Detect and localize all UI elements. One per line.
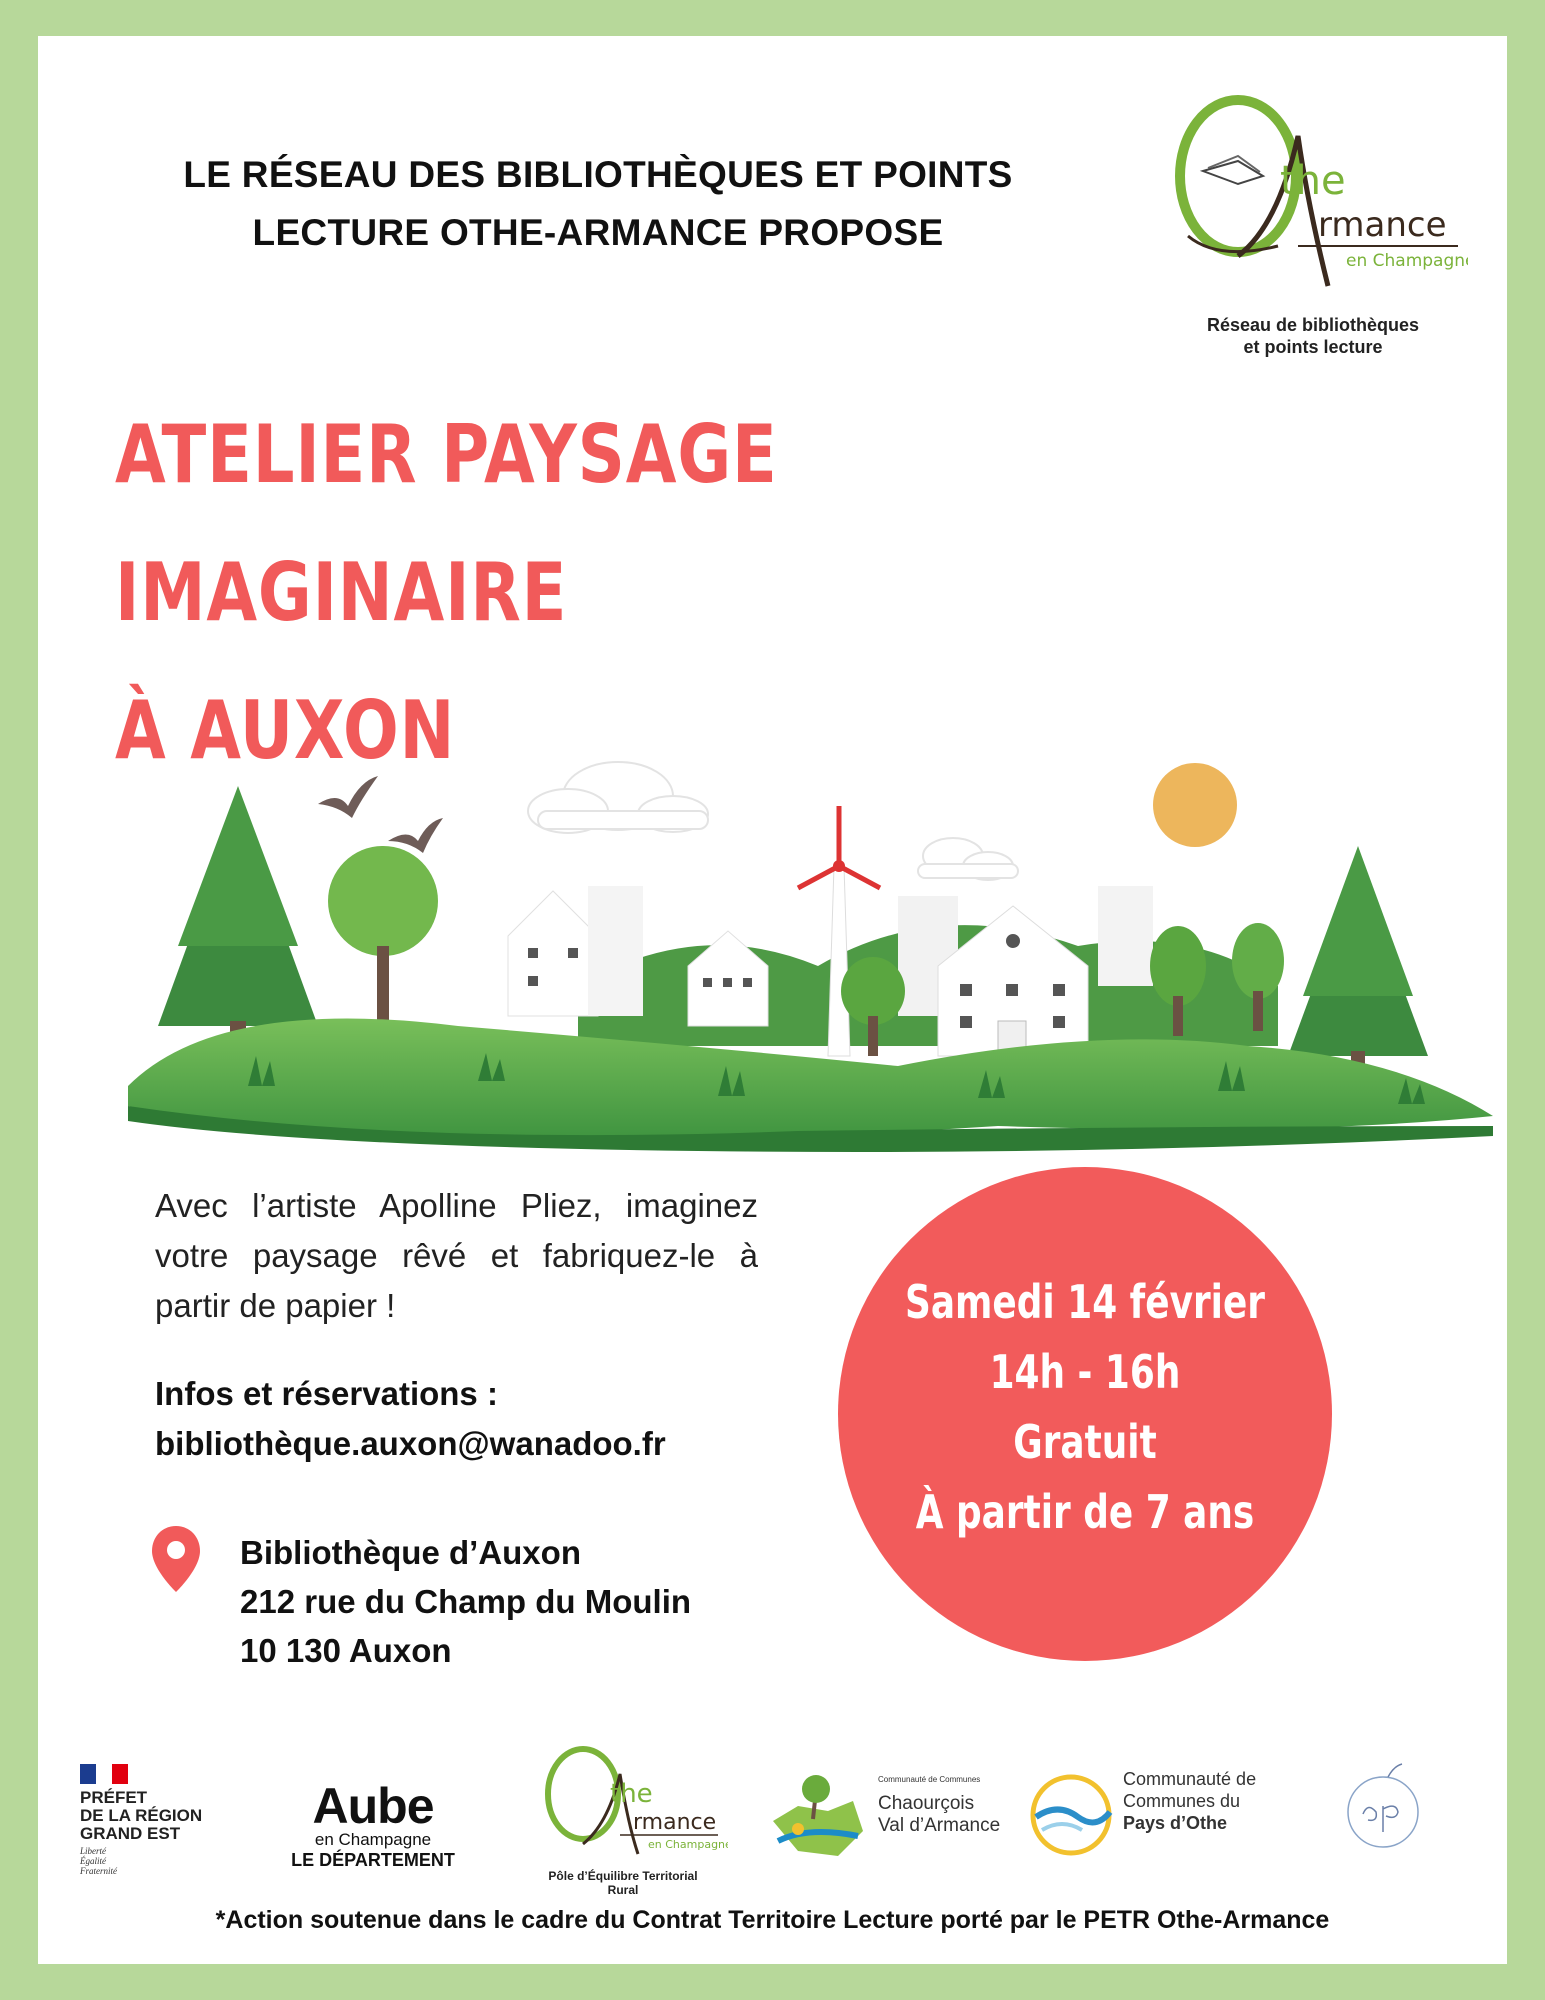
address-block <box>240 1528 840 1675</box>
logo-subtitle <box>1168 314 1458 358</box>
footer-note: *Action soutenue dans le cadre du Contrat Territoire Lecture porté par le PETR Othe-Armance <box>215 1906 1330 1934</box>
aube-sub: en Champagne <box>314 1830 432 1849</box>
chaourcois-line-1: Chaourçois <box>878 1793 975 1814</box>
pays-othe-logo <box>1028 1764 1288 1854</box>
chaourcois-small: Communauté de Communes <box>878 1775 981 1784</box>
title-line-2: À AUXON <box>115 684 456 777</box>
info-label: Infos et réservations : <box>155 1375 498 1412</box>
event-date: Samedi 14 février <box>904 1275 1266 1329</box>
pine-tree-icon <box>1288 846 1428 1086</box>
event-details-badge <box>838 1167 1332 1661</box>
house-icon <box>508 891 598 1016</box>
logo-word-champagne: en Champagne <box>1346 251 1468 271</box>
prefet-line-2: DE LA RÉGION <box>80 1806 203 1825</box>
othe-armance-logo-mark <box>1168 76 1468 311</box>
french-flag-icon <box>80 1764 130 1784</box>
pine-tree-icon <box>158 786 318 1061</box>
bird-icon <box>318 776 378 818</box>
petr-word-the: the <box>610 1779 653 1809</box>
intro-line-2: LECTURE OTHE-ARMANCE PROPOSE <box>252 212 944 253</box>
event-price: Gratuit <box>1013 1415 1157 1469</box>
address-line-2: 212 rue du Champ du Moulin <box>240 1583 692 1620</box>
logo-word-the: the <box>1280 158 1346 204</box>
logo-word-rmance: rmance <box>1318 205 1447 245</box>
pays-othe-line-1: Communauté de <box>1123 1769 1257 1789</box>
address-line-3: 10 130 Auxon <box>240 1632 452 1669</box>
prefet-line-1: PRÉFET <box>80 1788 148 1807</box>
prefet-motto-1: Liberté <box>80 1846 106 1856</box>
pays-othe-line-2: Communes du <box>1123 1791 1241 1811</box>
chaourcois-line-2: Val d’Armance <box>878 1815 1001 1836</box>
info-email[interactable]: bibliothèque.auxon@wanadoo.fr <box>155 1425 666 1462</box>
petr-logo-mark <box>538 1744 728 1864</box>
title-line-1: ATELIER PAYSAGE IMAGINAIRE <box>115 408 778 639</box>
petr-word-rmance: rmance <box>633 1810 717 1835</box>
logo-subtitle-line-1: Réseau de bibliothèques <box>1206 315 1420 335</box>
house-icon <box>688 931 768 1026</box>
event-age: À partir de 7 ans <box>915 1485 1255 1539</box>
prefet-motto-3: Fraternité <box>80 1866 117 1876</box>
event-details <box>892 1267 1277 1547</box>
event-description: Avec l’artiste Apolline Pliez, imaginez votre paysage rêvé et fabriquez-le à partir de papier ! <box>155 1187 758 1324</box>
prefet-motto-2: Égalité <box>80 1856 106 1866</box>
pays-othe-wave-icon <box>1028 1772 1114 1858</box>
cloud-icon <box>528 762 708 833</box>
cloud-icon <box>918 838 1018 880</box>
location-pin-icon <box>150 1524 202 1594</box>
prefet-line-3: GRAND EST <box>80 1824 181 1843</box>
info-reservations <box>155 1369 805 1469</box>
petr-word-champagne: en Champagne <box>648 1838 728 1851</box>
event-time: 14h - 16h <box>989 1345 1181 1399</box>
partner-logos <box>38 1726 1507 1906</box>
intro-heading <box>168 146 1028 262</box>
othe-armance-logo <box>1168 76 1468 366</box>
chaourcois-map-icon <box>768 1771 868 1861</box>
petr-subtitle: Pôle d’Équilibre Territorial Rural <box>548 1869 698 1897</box>
petr-othe-armance-logo <box>538 1744 728 1897</box>
sun-icon <box>1153 763 1237 847</box>
tree-icon <box>328 846 438 1026</box>
aube-logo <box>278 1778 468 1871</box>
intro-line-1: LE RÉSEAU DES BIBLIOTHÈQUES ET POINTS <box>183 154 1013 195</box>
pays-othe-line-3: Pays d’Othe <box>1123 1813 1228 1833</box>
aube-name: Aube <box>312 1778 434 1834</box>
poster <box>38 36 1507 1964</box>
landscape-illustration <box>98 726 1498 1156</box>
address-line-1: Bibliothèque d’Auxon <box>240 1534 581 1571</box>
aube-dept: LE DÉPARTEMENT <box>291 1850 455 1870</box>
prefet-logo <box>80 1764 240 1876</box>
logo-subtitle-line-2: et points lecture <box>1243 337 1383 357</box>
chaourcois-logo <box>768 1771 1008 1871</box>
artist-signature-logo <box>1338 1754 1428 1864</box>
